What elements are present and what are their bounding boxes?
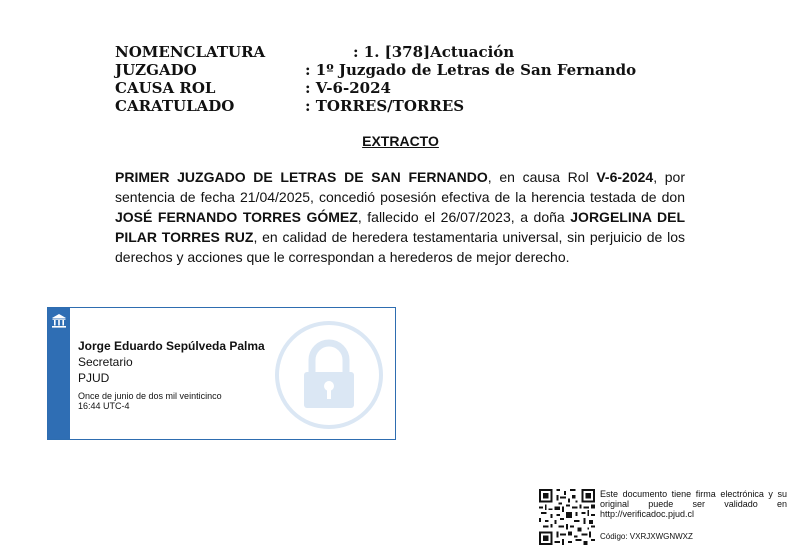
header-row-juzgado [115, 61, 636, 79]
case-rol: V-6-2024 [596, 169, 654, 185]
header-label: CAUSA ROL [115, 79, 216, 97]
header-value: : 1. [378]Actuación [353, 43, 515, 61]
header-value: : V-6-2024 [305, 79, 391, 97]
extract-text: , fallecido el 26/07/2023, a doña [357, 209, 571, 225]
extract-paragraph [115, 167, 685, 267]
document-title: EXTRACTO [362, 133, 439, 149]
signature-text [78, 338, 265, 411]
signature-time: 16:44 UTC-4 [78, 401, 130, 411]
document-title-wrap [0, 133, 798, 151]
header-label: NOMENCLATURA [115, 43, 266, 61]
header-row-causa-rol [115, 79, 636, 97]
deceased-name: JOSÉ FERNANDO TORRES GÓMEZ [115, 209, 358, 225]
header-row-nomenclatura [115, 43, 636, 61]
heir-name: JORGELINA DEL PILAR TORRES RUZ [115, 209, 685, 245]
signature-date: Once de junio de dos mil veinticinco [78, 391, 222, 401]
signer-organization: PJUD [78, 371, 110, 385]
qr-code [539, 489, 595, 545]
header-row-caratulado [115, 97, 636, 115]
header-label: JUZGADO [115, 61, 197, 79]
lock-icon [274, 320, 384, 430]
court-name: PRIMER JUZGADO DE LETRAS DE SAN FERNANDO [115, 169, 488, 185]
verification-note: Este documento tiene firma electrónica y su original puede ser validado en http://verificadoc.pjud.cl [600, 489, 787, 519]
extract-text: , en calidad de heredera testamentaria universal, sin perjuicio de los derechos y acciones que le correspondan a herederos de mejor derecho. [115, 229, 685, 265]
header-value: : TORRES/TORRES [305, 97, 465, 115]
document-header [115, 43, 636, 115]
header-label: CARATULADO [115, 97, 235, 115]
extract-text: , por sentencia de fecha 21/04/2025, concedió posesión efectiva de la herencia testada de don [115, 169, 685, 205]
signer-role: Secretario [78, 355, 133, 369]
signer-name: Jorge Eduardo Sepúlveda Palma [78, 339, 265, 353]
courthouse-icon [51, 313, 67, 329]
electronic-signature-box [47, 307, 396, 440]
header-value: : 1º Juzgado de Letras de San Fernando [305, 61, 637, 79]
signature-side-bar [48, 308, 70, 439]
verification-code: Código: VXRJXWGNWXZ [600, 532, 693, 541]
extract-text: , en causa Rol [487, 169, 597, 185]
